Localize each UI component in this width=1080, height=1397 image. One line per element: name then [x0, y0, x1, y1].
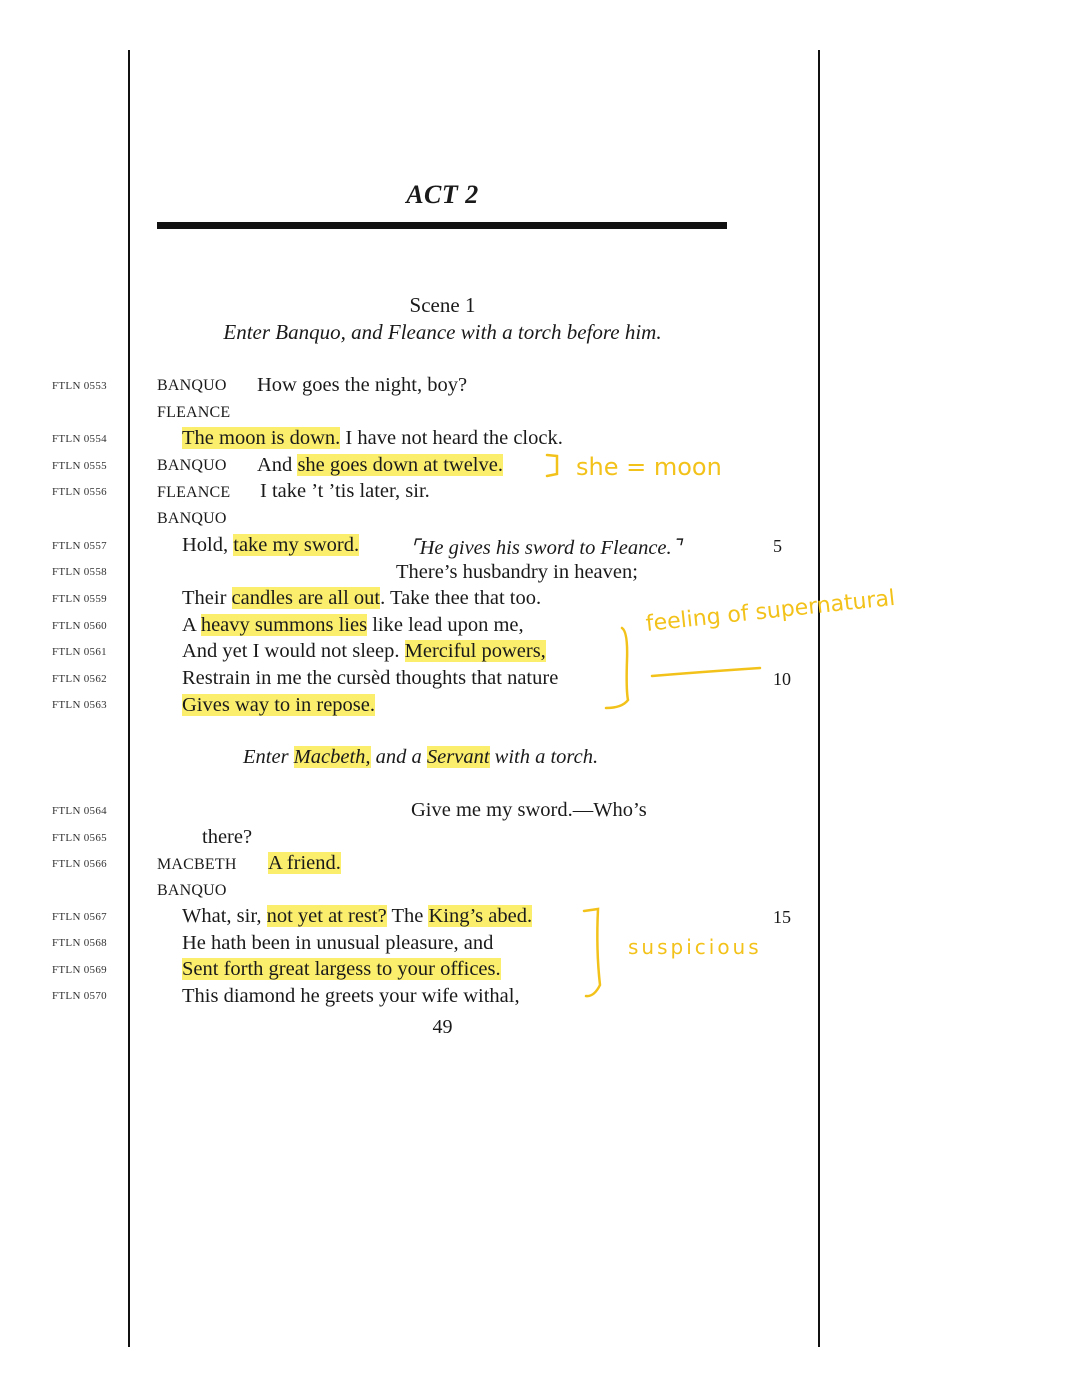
dialogue-line: How goes the night, boy?: [257, 374, 468, 396]
speaker-banquo: BANQUO: [157, 510, 227, 527]
stage-direction: ⌜He gives his sword to Fleance.⌝: [410, 536, 682, 559]
ftln-0563: FTLN 0563: [52, 699, 107, 711]
dialogue-line: Give me my sword.—Who’s: [411, 799, 647, 821]
highlighted-text: The moon is down.: [182, 427, 341, 449]
ftln-0558: FTLN 0558: [52, 566, 107, 578]
bracket-she-moon: [547, 455, 557, 476]
highlighted-text: she goes down at twelve.: [297, 454, 503, 476]
ftln-0556: FTLN 0556: [52, 486, 107, 498]
line-number: 5: [773, 536, 782, 556]
highlighted-text: King’s abed.: [428, 905, 533, 927]
stage-direction: Enter Macbeth, and a Servant with a torch.: [243, 746, 599, 768]
dialogue-line: And yet I would not sleep. Merciful powers,: [182, 640, 546, 662]
ftln-0562: FTLN 0562: [52, 673, 107, 685]
dialogue-line: I take ’t ’tis later, sir.: [260, 480, 430, 502]
dialogue-line: [182, 694, 375, 717]
ftln-0567: FTLN 0567: [52, 911, 107, 923]
handwritten-note-supernatural: feeling of supernatural: [644, 585, 897, 637]
ftln-0570: FTLN 0570: [52, 990, 107, 1002]
dialogue-line: And she goes down at twelve.: [257, 454, 503, 476]
handwritten-note-she-moon: she = moon: [576, 453, 722, 481]
highlighted-text: heavy summons lies: [200, 614, 368, 636]
bracket-supernatural: [606, 628, 628, 708]
highlighted-text: Macbeth,: [293, 746, 371, 768]
act-title: ACT 2: [406, 180, 479, 209]
highlighted-text: Servant: [426, 746, 490, 768]
dialogue-line: Their candles are all out. Take thee that too.: [182, 587, 542, 609]
ftln-0561: FTLN 0561: [52, 646, 107, 658]
dialogue-line: [268, 852, 341, 875]
dialogue-line: There’s husbandry in heaven;: [396, 561, 638, 583]
speaker-banquo: BANQUO: [157, 457, 227, 474]
dialogue-line: Hold, take my sword.: [182, 534, 360, 556]
dialogue-line: The moon is down. I have not heard the clock.: [182, 427, 563, 449]
highlighted-text: A friend.: [268, 852, 341, 874]
ftln-0553: FTLN 0553: [52, 380, 107, 392]
ftln-0569: FTLN 0569: [52, 964, 107, 976]
ftln-0560: FTLN 0560: [52, 620, 107, 632]
dialogue-line: This diamond he greets your wife withal,: [182, 985, 520, 1007]
speaker-fleance: FLEANCE: [157, 404, 231, 421]
highlighted-text: candles are all out: [231, 587, 381, 609]
speaker-fleance: FLEANCE: [157, 484, 231, 501]
ftln-0555: FTLN 0555: [52, 460, 107, 472]
ftln-0566: FTLN 0566: [52, 858, 107, 870]
line-number: 15: [773, 907, 791, 927]
bracket-suspicious: [584, 909, 600, 996]
left-margin-rule: [128, 50, 130, 1347]
scene-entry-direction: Enter Banquo, and Fleance with a torch before him.: [223, 320, 662, 344]
ftln-0568: FTLN 0568: [52, 937, 107, 949]
page-number: 49: [432, 1016, 453, 1038]
dialogue-line: A heavy summons lies like lead upon me,: [182, 614, 524, 636]
ftln-0564: FTLN 0564: [52, 805, 107, 817]
line-number: 10: [773, 669, 791, 689]
underline-feeling: [652, 668, 760, 676]
act-title-rule: [157, 222, 727, 229]
speaker-banquo: BANQUO: [157, 377, 227, 394]
highlighted-text: take my sword.: [233, 534, 360, 556]
highlighted-text: not yet at rest?: [266, 905, 387, 927]
ftln-0557: FTLN 0557: [52, 540, 107, 552]
speaker-macbeth: MACBETH: [157, 856, 237, 873]
scene-title: Scene 1: [409, 293, 476, 317]
dialogue-line: there?: [202, 826, 253, 848]
highlighted-text: Sent forth great largess to your offices.: [182, 958, 501, 980]
ftln-0559: FTLN 0559: [52, 593, 107, 605]
highlighted-text: Gives way to in repose.: [182, 694, 375, 716]
ftln-0554: FTLN 0554: [52, 433, 107, 445]
dialogue-line: What, sir, not yet at rest? The King’s abed.: [182, 905, 533, 927]
dialogue-line: He hath been in unusual pleasure, and: [182, 932, 494, 954]
ftln-0565: FTLN 0565: [52, 832, 107, 844]
highlighted-text: Merciful powers,: [404, 640, 546, 662]
right-margin-rule: [818, 50, 820, 1347]
handwritten-note-suspicious: suspicious: [628, 935, 762, 959]
speaker-banquo: BANQUO: [157, 882, 227, 899]
dialogue-line: Restrain in me the cursèd thoughts that nature: [182, 667, 559, 689]
dialogue-line: [182, 958, 501, 981]
